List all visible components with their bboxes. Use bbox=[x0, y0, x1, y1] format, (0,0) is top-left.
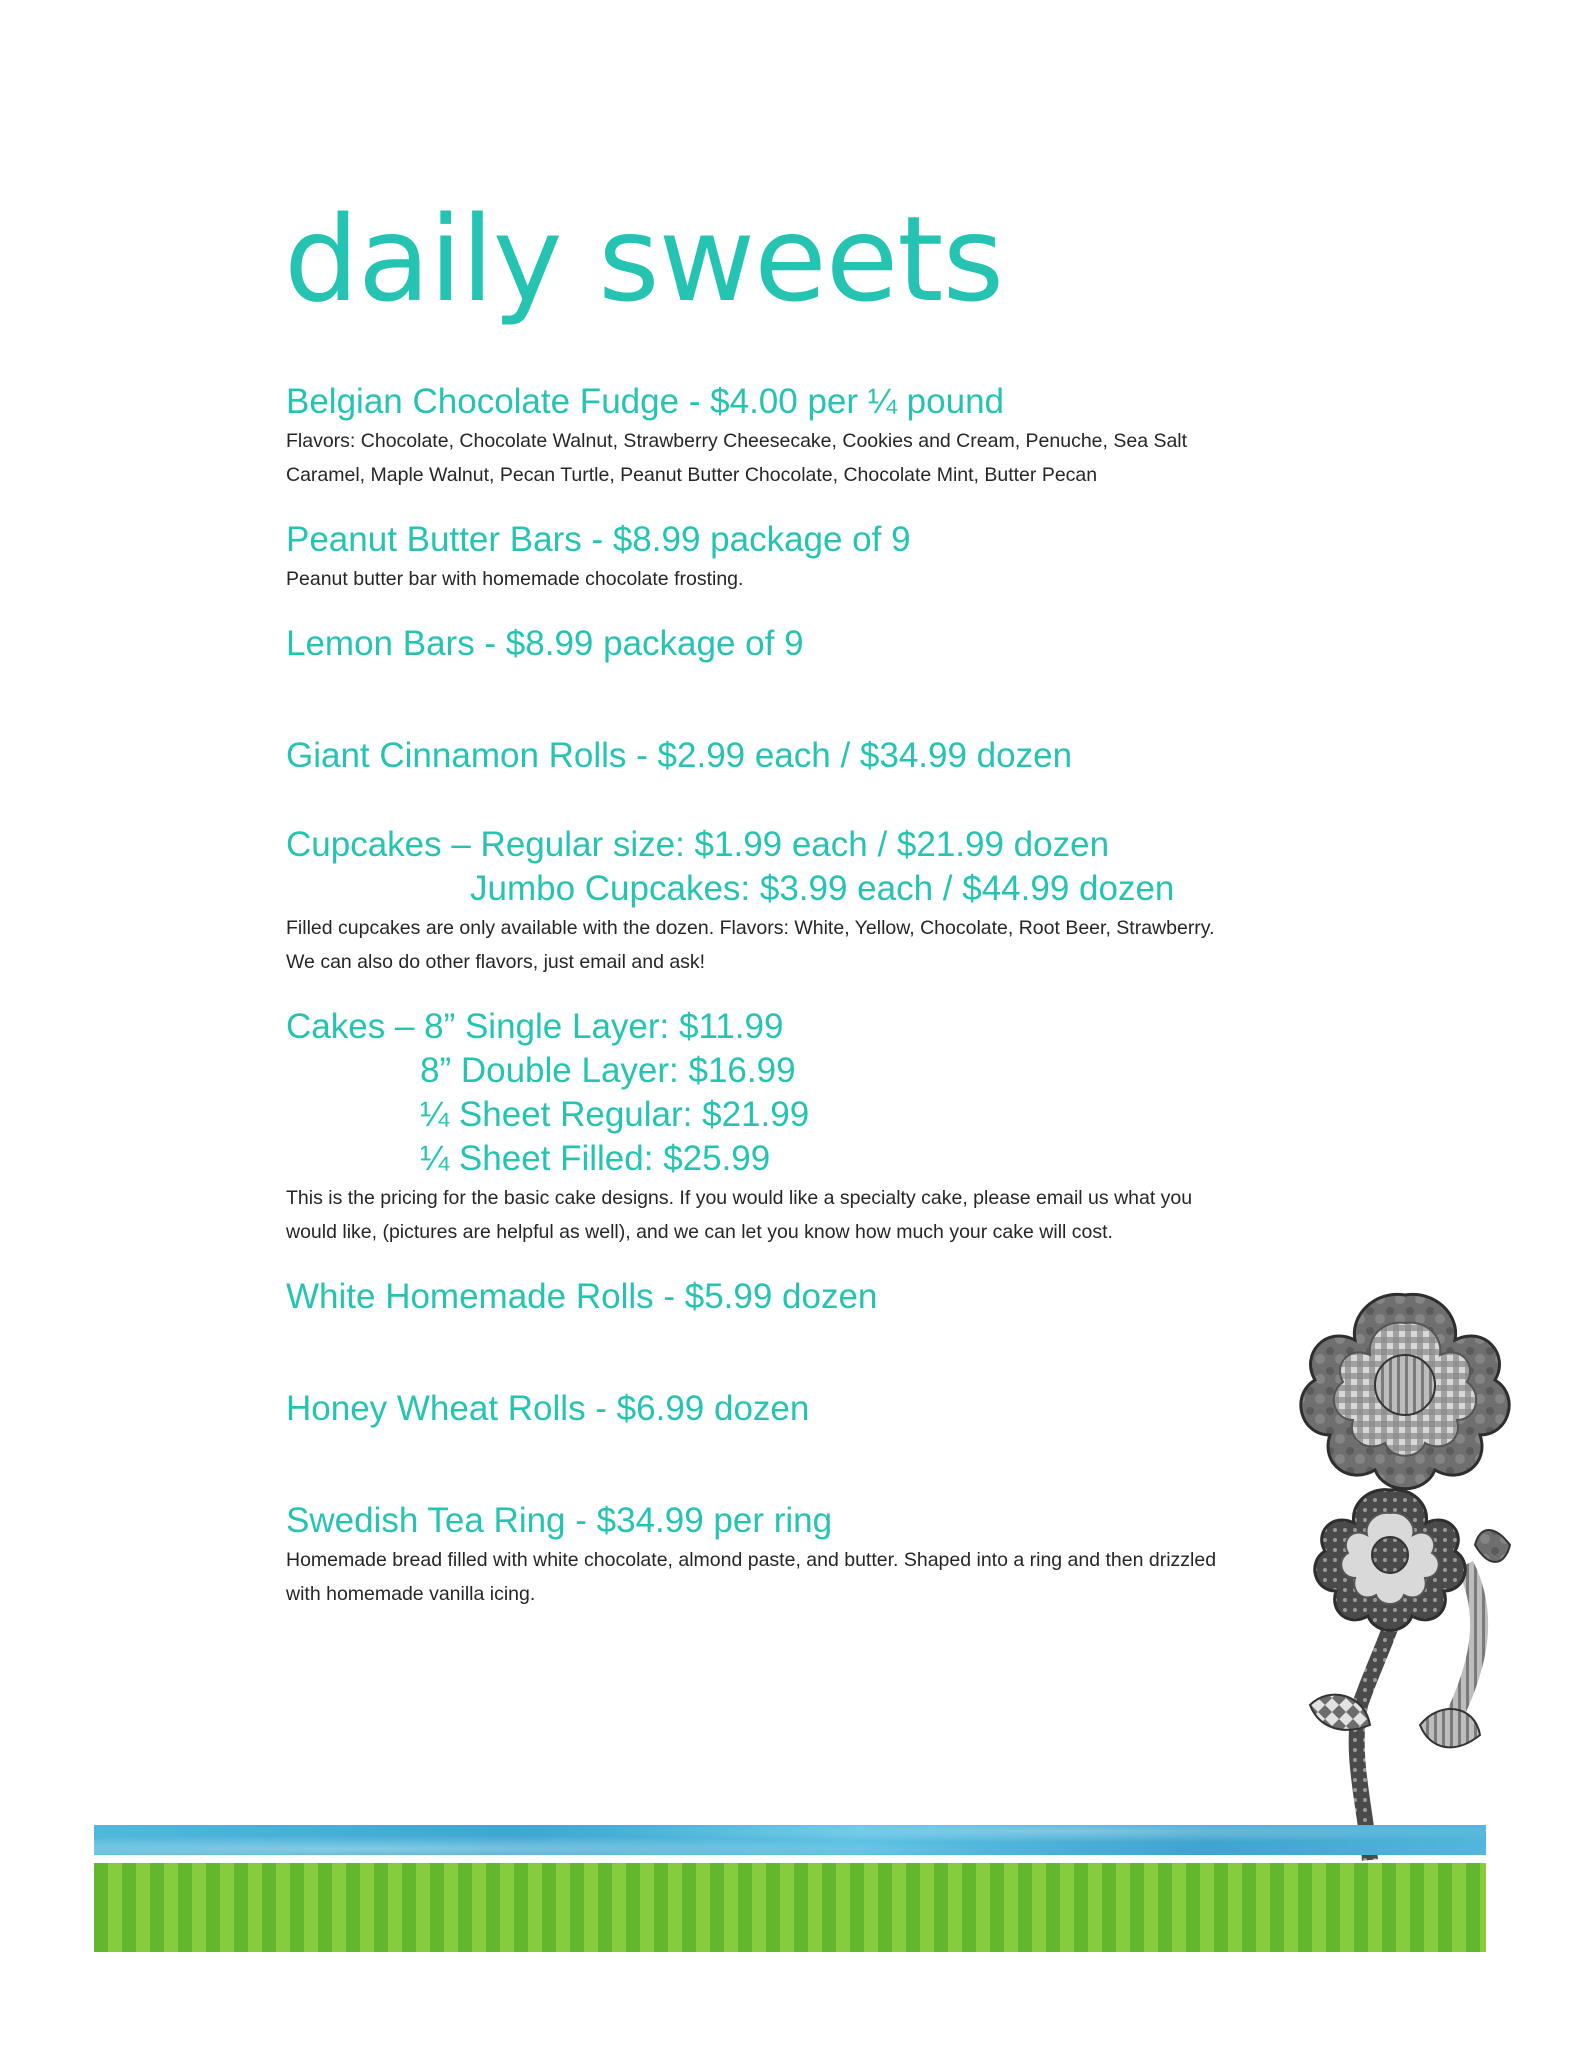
item-heading: Belgian Chocolate Fudge - $4.00 per ¼ pound bbox=[286, 382, 1005, 421]
item-heading: Swedish Tea Ring - $34.99 per ring bbox=[286, 1501, 833, 1540]
item-heading: Giant Cinnamon Rolls - $2.99 each / $34.99 dozen bbox=[286, 736, 1073, 775]
banner-green-stripe bbox=[94, 1863, 1486, 1952]
large-flower-icon bbox=[1301, 1294, 1509, 1488]
menu-item-honey-wheat-rolls bbox=[286, 1387, 1386, 1431]
item-heading: White Homemade Rolls - $5.99 dozen bbox=[286, 1277, 878, 1316]
item-subheading: Jumbo Cupcakes: $3.99 each / $44.99 dozen bbox=[470, 869, 1175, 908]
item-description: Filled cupcakes are only available with the dozen. Flavors: White, Yellow, Chocolate, Root Beer, Strawberry. bbox=[286, 917, 1215, 939]
menu-item-cinnamon-rolls bbox=[286, 734, 1386, 778]
item-description: with homemade vanilla icing. bbox=[286, 1583, 536, 1605]
small-flower-icon bbox=[1315, 1490, 1465, 1631]
menu-item-cupcakes bbox=[286, 823, 1386, 979]
item-description: Caramel, Maple Walnut, Pecan Turtle, Peanut Butter Chocolate, Chocolate Mint, Butter Pecan bbox=[286, 464, 1098, 486]
item-description: We can also do other flavors, just email and ask! bbox=[286, 951, 706, 973]
item-heading: Honey Wheat Rolls - $6.99 dozen bbox=[286, 1389, 810, 1428]
item-subheading: 8” Double Layer: $16.99 bbox=[420, 1051, 796, 1090]
menu-item-fudge bbox=[286, 380, 1386, 492]
item-description: This is the pricing for the basic cake designs. If you would like a specialty cake, please email us what you bbox=[286, 1187, 1193, 1209]
page-title: daily sweets bbox=[284, 190, 1004, 328]
item-heading: Cupcakes – Regular size: $1.99 each / $21.99 dozen bbox=[286, 825, 1110, 864]
item-heading: Lemon Bars - $8.99 package of 9 bbox=[286, 624, 804, 663]
menu-item-cakes bbox=[286, 1005, 1386, 1249]
menu-list bbox=[286, 380, 1386, 1611]
item-heading: Peanut Butter Bars - $8.99 package of 9 bbox=[286, 520, 911, 559]
menu-item-peanut-butter-bars bbox=[286, 518, 1386, 596]
item-subheading: ¼ Sheet Regular: $21.99 bbox=[420, 1095, 810, 1134]
menu-item-white-rolls bbox=[286, 1275, 1386, 1319]
item-description: would like, (pictures are helpful as well), and we can let you know how much your cake will cost. bbox=[286, 1221, 1113, 1243]
item-description: Homemade bread filled with white chocolate, almond paste, and butter. Shaped into a ring and then drizzled bbox=[286, 1549, 1217, 1571]
item-description: Peanut butter bar with homemade chocolate frosting. bbox=[286, 568, 744, 590]
item-subheading: ¼ Sheet Filled: $25.99 bbox=[420, 1139, 771, 1178]
item-description: Flavors: Chocolate, Chocolate Walnut, Strawberry Cheesecake, Cookies and Cream, Penuche, Sea Salt bbox=[286, 430, 1188, 452]
menu-item-tea-ring bbox=[286, 1499, 1386, 1611]
flower-illustration bbox=[1290, 1285, 1540, 1865]
item-heading: Cakes – 8” Single Layer: $11.99 bbox=[286, 1007, 784, 1046]
menu-item-lemon-bars bbox=[286, 622, 1386, 666]
banner-wave-stripe bbox=[94, 1825, 1486, 1855]
